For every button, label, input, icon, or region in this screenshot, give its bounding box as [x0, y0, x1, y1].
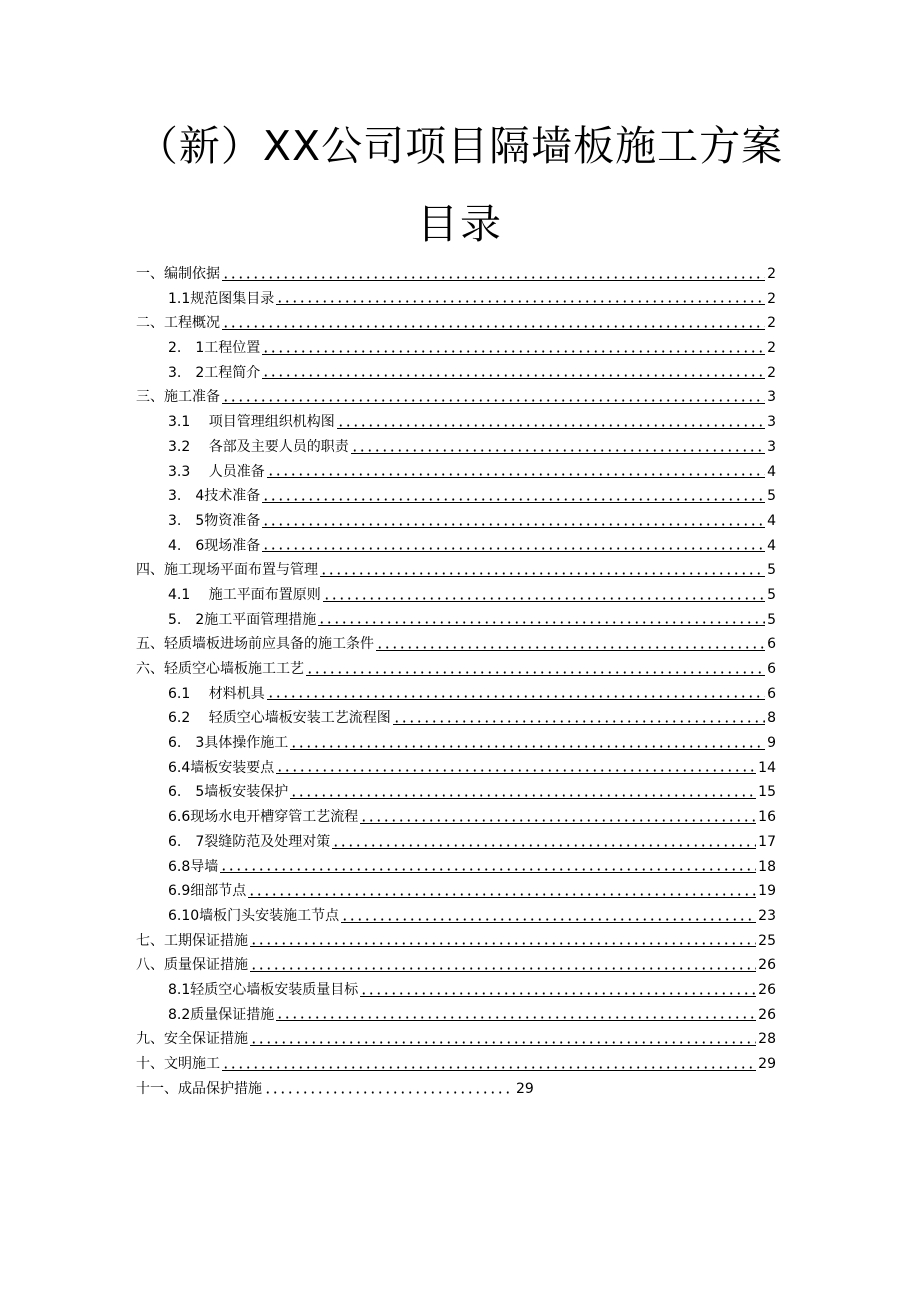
toc-dot-leader — [250, 932, 756, 947]
toc-entry-page-number: 4 — [767, 512, 776, 529]
toc-dot-leader — [276, 759, 756, 774]
toc-entry-page-number: 2 — [767, 315, 776, 332]
toc-entry-label: 六、轻质空心墙板施工工艺 — [136, 661, 304, 677]
toc-entry[interactable] — [136, 435, 776, 460]
toc-dot-leader — [393, 710, 765, 725]
toc-dot-leader — [262, 364, 765, 379]
toc-dot-leader — [222, 389, 765, 404]
toc-entry-label: 3.3 人员准备 — [168, 463, 265, 480]
toc-entry-label: 3. 2工程简介 — [168, 364, 261, 381]
toc-dot-leader — [262, 340, 765, 355]
toc-heading: 目录 — [417, 200, 503, 248]
toc-dot-leader — [306, 661, 765, 676]
toc-entry-page-number: 14 — [758, 759, 776, 776]
toc-entry[interactable] — [136, 953, 776, 978]
toc-dot-leader — [262, 537, 765, 552]
toc-dot-leader — [290, 784, 756, 799]
toc-entry-page-number: 6 — [767, 636, 776, 653]
document-title: （新）XX公司项目隔墙板施工方案 — [136, 122, 784, 170]
toc-entry-label: 6.6现场水电开槽穿管工艺流程 — [168, 809, 359, 826]
toc-entry-page-number: 8 — [767, 710, 776, 727]
toc-entry-label: 6.4墙板安装要点 — [168, 759, 275, 776]
toc-dot-leader — [351, 439, 765, 454]
toc-entry[interactable] — [136, 904, 776, 929]
toc-entry-page-number: 23 — [758, 907, 776, 924]
toc-dot-leader — [341, 908, 756, 923]
toc-entry-label: 1.1规范图集目录 — [168, 290, 275, 307]
toc-dot-leader — [250, 957, 756, 972]
toc-dot-leader — [360, 809, 756, 824]
toc-dot-leader — [376, 636, 765, 651]
toc-entry[interactable] — [136, 262, 776, 287]
toc-dot-leader — [262, 488, 765, 503]
toc-entry-label: 一、编制依据 — [136, 266, 220, 282]
toc-entry-label: 8.2质量保证措施 — [168, 1006, 275, 1023]
toc-dot-leader — [290, 735, 765, 750]
toc-entry-label: 3. 4技术准备 — [168, 488, 261, 505]
toc-entry[interactable] — [136, 1027, 776, 1052]
toc-entry-label: 3.1 项目管理组织机构图 — [168, 414, 335, 431]
toc-dot-leader — [318, 611, 765, 626]
toc-entry[interactable] — [136, 756, 776, 781]
toc-entry[interactable] — [136, 978, 776, 1003]
toc-entry[interactable] — [136, 460, 776, 485]
toc-entry[interactable] — [136, 682, 776, 707]
toc-entry-page-number: 28 — [758, 1031, 776, 1048]
toc-entry-page-number: 16 — [758, 809, 776, 826]
toc-entry-page-number: 29 — [516, 1080, 534, 1097]
toc-entry[interactable] — [136, 484, 776, 509]
toc-entry-label: 八、质量保证措施 — [136, 957, 248, 974]
toc-entry-page-number: 3 — [767, 438, 776, 455]
toc-entry-label: 五、轻质墙板进场前应具备的施工条件 — [136, 636, 374, 653]
toc-entry-label: 2. 1工程位置 — [168, 340, 261, 357]
toc-entry-page-number: 4 — [767, 537, 776, 554]
toc-entry[interactable] — [136, 385, 776, 410]
toc-entry-label: 6. 3具体操作施工 — [168, 735, 289, 752]
toc-entry-label: 3.2 各部及主要人员的职责 — [168, 438, 349, 455]
toc-entry-page-number: 5 — [767, 611, 776, 628]
toc-dot-leader — [267, 685, 765, 700]
toc-entry[interactable] — [136, 558, 776, 583]
toc-entry-page-number: 26 — [758, 957, 776, 974]
toc-entry[interactable] — [136, 509, 776, 534]
toc-entry-page-number: 4 — [767, 463, 776, 480]
toc-entry-label: 4.1 施工平面布置原则 — [168, 586, 321, 603]
toc-entry-page-number: 3 — [767, 389, 776, 406]
toc-entry-page-number: 26 — [758, 1006, 776, 1023]
toc-entry-label: 6.1 材料机具 — [168, 685, 265, 702]
toc-entry-label: 6.8导墙 — [168, 858, 219, 875]
toc-dot-leader — [222, 1056, 756, 1071]
toc-entry-label: 三、施工准备 — [136, 389, 220, 406]
toc-entry[interactable] — [136, 780, 776, 805]
toc-entry[interactable] — [136, 830, 776, 855]
toc-entry[interactable] — [136, 410, 776, 435]
toc-entry-page-number: 2 — [767, 364, 776, 381]
toc-entry-label: 4. 6现场准备 — [168, 537, 261, 554]
toc-dot-leader — [320, 562, 765, 577]
table-of-contents — [136, 262, 776, 1101]
toc-entry-page-number: 9 — [767, 735, 776, 752]
toc-entry[interactable] — [136, 929, 776, 954]
toc-entry-page-number: 26 — [758, 981, 776, 998]
toc-entry-label: 5. 2施工平面管理措施 — [168, 611, 317, 628]
toc-entry-page-number: 2 — [767, 290, 776, 307]
toc-entry-page-number: 18 — [758, 858, 776, 875]
toc-entry[interactable] — [136, 534, 776, 559]
toc-entry-page-number: 6 — [767, 661, 776, 677]
toc-dot-leader — [220, 858, 756, 873]
toc-entry[interactable] — [136, 879, 776, 904]
toc-entry[interactable] — [136, 583, 776, 608]
toc-entry-label: 3. 5物资准备 — [168, 512, 261, 529]
toc-entry[interactable] — [136, 287, 776, 312]
toc-entry-label: 6.10墙板门头安装施工节点 — [168, 907, 340, 924]
toc-entry[interactable] — [136, 731, 776, 756]
toc-entry-page-number: 25 — [758, 932, 776, 949]
toc-entry-page-number: 19 — [758, 883, 776, 900]
toc-entry-page-number: 2 — [767, 340, 776, 357]
toc-entry-label: 6.9细部节点 — [168, 883, 247, 900]
toc-entry-page-number: 5 — [767, 488, 776, 505]
toc-dot-leader — [264, 1081, 514, 1095]
toc-dot-leader — [222, 315, 765, 330]
toc-entry-label: 四、施工现场平面布置与管理 — [136, 562, 318, 579]
toc-entry[interactable] — [136, 706, 776, 731]
toc-entry[interactable] — [136, 855, 776, 880]
toc-entry[interactable] — [136, 805, 776, 830]
toc-dot-leader — [276, 290, 765, 305]
toc-dot-leader — [276, 1006, 756, 1021]
toc-entry[interactable] — [136, 311, 776, 336]
toc-entry[interactable] — [136, 1077, 776, 1102]
toc-entry-label: 8.1轻质空心墙板安装质量目标 — [168, 981, 359, 998]
toc-dot-leader — [248, 883, 756, 898]
toc-entry-label: 6. 7裂缝防范及处理对策 — [168, 833, 331, 850]
toc-entry-label: 七、工期保证措施 — [136, 932, 248, 949]
toc-dot-leader — [267, 463, 765, 478]
toc-dot-leader — [337, 414, 765, 429]
toc-entry[interactable] — [136, 657, 776, 682]
toc-entry-page-number: 29 — [758, 1056, 776, 1072]
toc-entry[interactable] — [136, 336, 776, 361]
toc-entry-page-number: 2 — [767, 266, 776, 282]
toc-entry-label: 二、工程概况 — [136, 315, 220, 332]
toc-dot-leader — [222, 266, 765, 281]
toc-entry-page-number: 17 — [758, 833, 776, 850]
toc-entry[interactable] — [136, 632, 776, 657]
toc-dot-leader — [360, 982, 756, 997]
toc-entry-label: 十、文明施工 — [136, 1056, 220, 1072]
toc-dot-leader — [323, 587, 765, 602]
toc-dot-leader — [262, 513, 765, 528]
toc-entry[interactable] — [136, 361, 776, 386]
toc-entry-page-number: 15 — [758, 784, 776, 801]
toc-dot-leader — [332, 834, 756, 849]
toc-entry[interactable] — [136, 608, 776, 633]
toc-entry-label: 十一、成品保护措施 — [136, 1080, 262, 1097]
toc-entry[interactable] — [136, 1052, 776, 1077]
toc-entry-label: 九、安全保证措施 — [136, 1031, 248, 1048]
toc-entry-label: 6.2 轻质空心墙板安装工艺流程图 — [168, 710, 391, 727]
toc-entry-page-number: 6 — [767, 685, 776, 702]
toc-entry-page-number: 5 — [767, 586, 776, 603]
toc-entry-page-number: 3 — [767, 414, 776, 431]
toc-dot-leader — [250, 1031, 756, 1046]
toc-entry-label: 6. 5墙板安装保护 — [168, 784, 289, 801]
toc-entry[interactable] — [136, 1003, 776, 1028]
toc-entry-page-number: 5 — [767, 562, 776, 579]
